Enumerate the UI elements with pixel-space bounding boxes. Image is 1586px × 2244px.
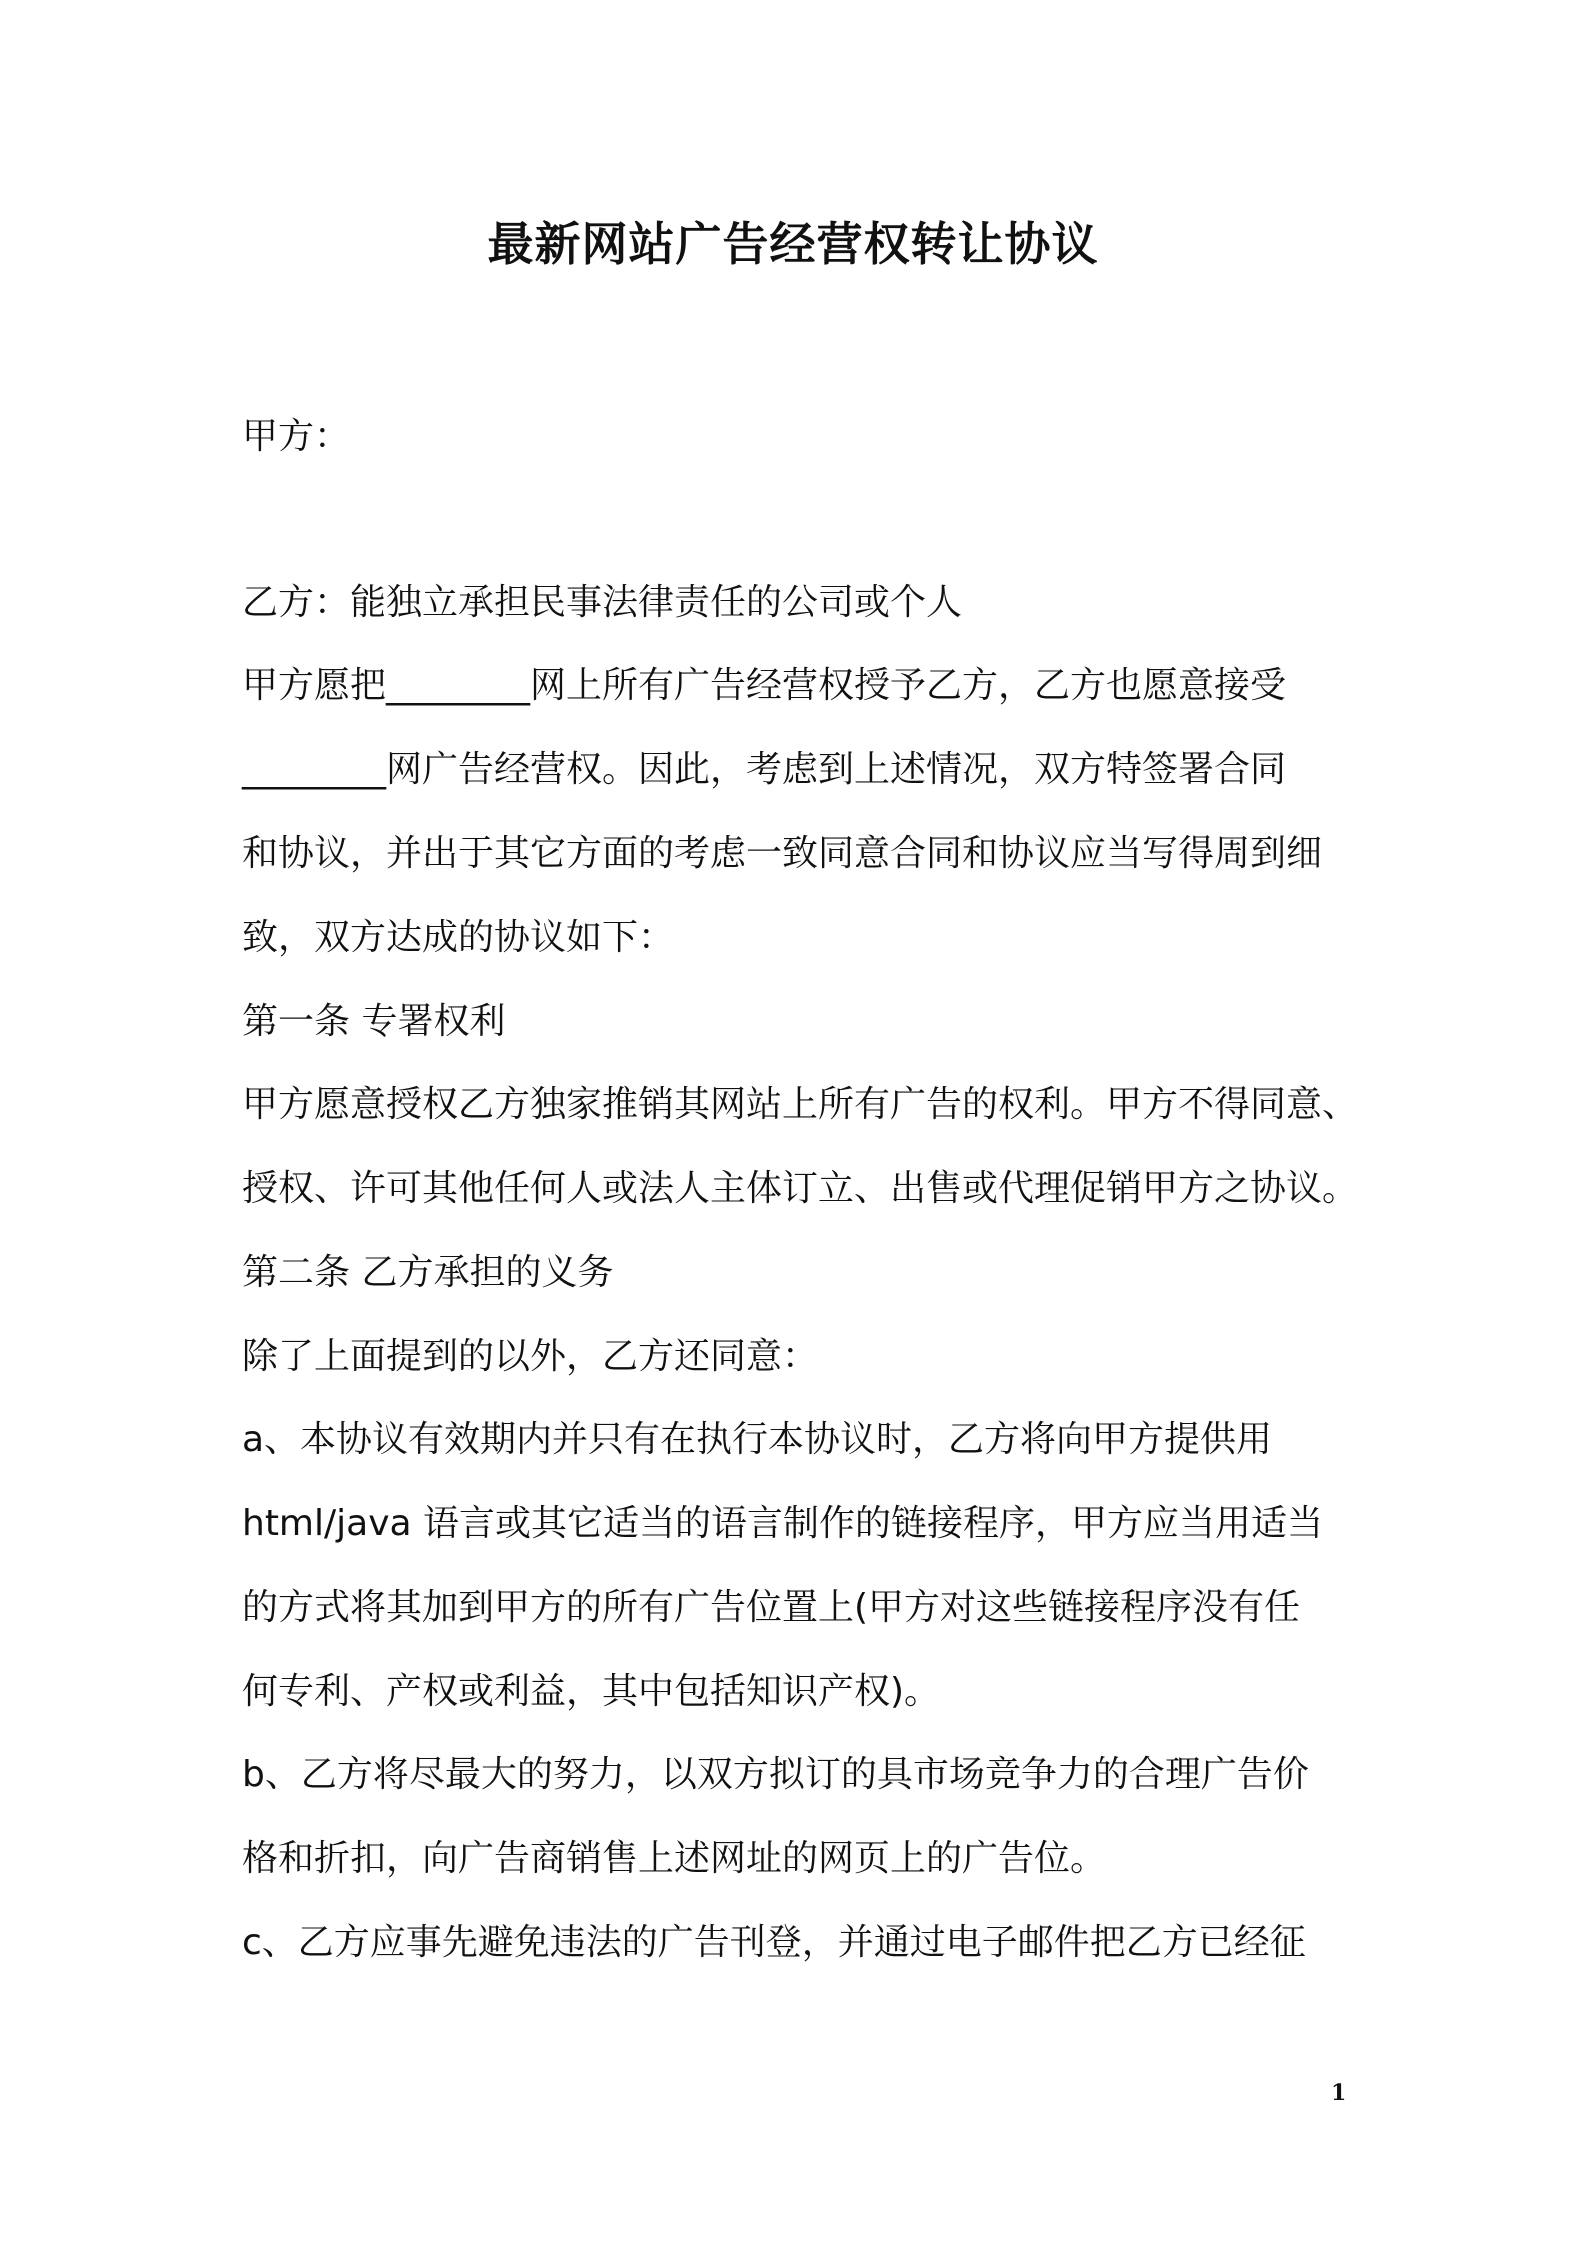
clause-b-line: 格和折扣，向广告商销售上述网址的网页上的广告位。 — [242, 1838, 1107, 1879]
clause-c-line: c、乙方应事先避免违法的广告刊登，并通过电子邮件把乙方已经征 — [242, 1922, 1306, 1963]
clause-a-line: 何专利、产权或利益，其中包括知识产权)。 — [242, 1671, 941, 1712]
clause-a-line: a、本协议有效期内并只有在执行本协议时，乙方将向甲方提供用 — [242, 1419, 1273, 1460]
document-title: 最新网站广告经营权转让协议 — [487, 217, 1099, 271]
preamble-line: 甲方愿把________网上所有广告经营权授予乙方，乙方也愿意接受 — [242, 665, 1287, 706]
article-1-line: 授权、许可其他任何人或法人主体订立、出售或代理促销甲方之协议。 — [242, 1168, 1359, 1209]
clause-b-line: b、乙方将尽最大的努力，以双方拟订的具市场竞争力的合理广告价 — [242, 1754, 1309, 1795]
preamble-line: 致，双方达成的协议如下： — [242, 917, 675, 958]
party-b-line: 乙方：能独立承担民事法律责任的公司或个人 — [242, 582, 963, 623]
article-2-intro: 除了上面提到的以外，乙方还同意： — [242, 1336, 819, 1377]
clause-a-line: 的方式将其加到甲方的所有广告位置上(甲方对这些链接程序没有任 — [242, 1587, 1301, 1628]
party-a-label: 甲方： — [242, 416, 351, 457]
preamble-line: 和协议，并出于其它方面的考虑一致同意合同和协议应当写得周到细 — [242, 833, 1323, 874]
article-2-heading: 第二条 乙方承担的义务 — [242, 1252, 614, 1293]
preamble-line: ________网广告经营权。因此，考虑到上述情况，双方特签署合同 — [242, 749, 1287, 790]
clause-a-line: html/java 语言或其它适当的语言制作的链接程序，甲方应当用适当 — [242, 1503, 1324, 1544]
page-number: 1 — [1331, 2080, 1347, 2106]
article-1-line: 甲方愿意授权乙方独家推销其网站上所有广告的权利。甲方不得同意、 — [242, 1084, 1359, 1125]
article-1-heading: 第一条 专署权利 — [242, 1001, 506, 1042]
